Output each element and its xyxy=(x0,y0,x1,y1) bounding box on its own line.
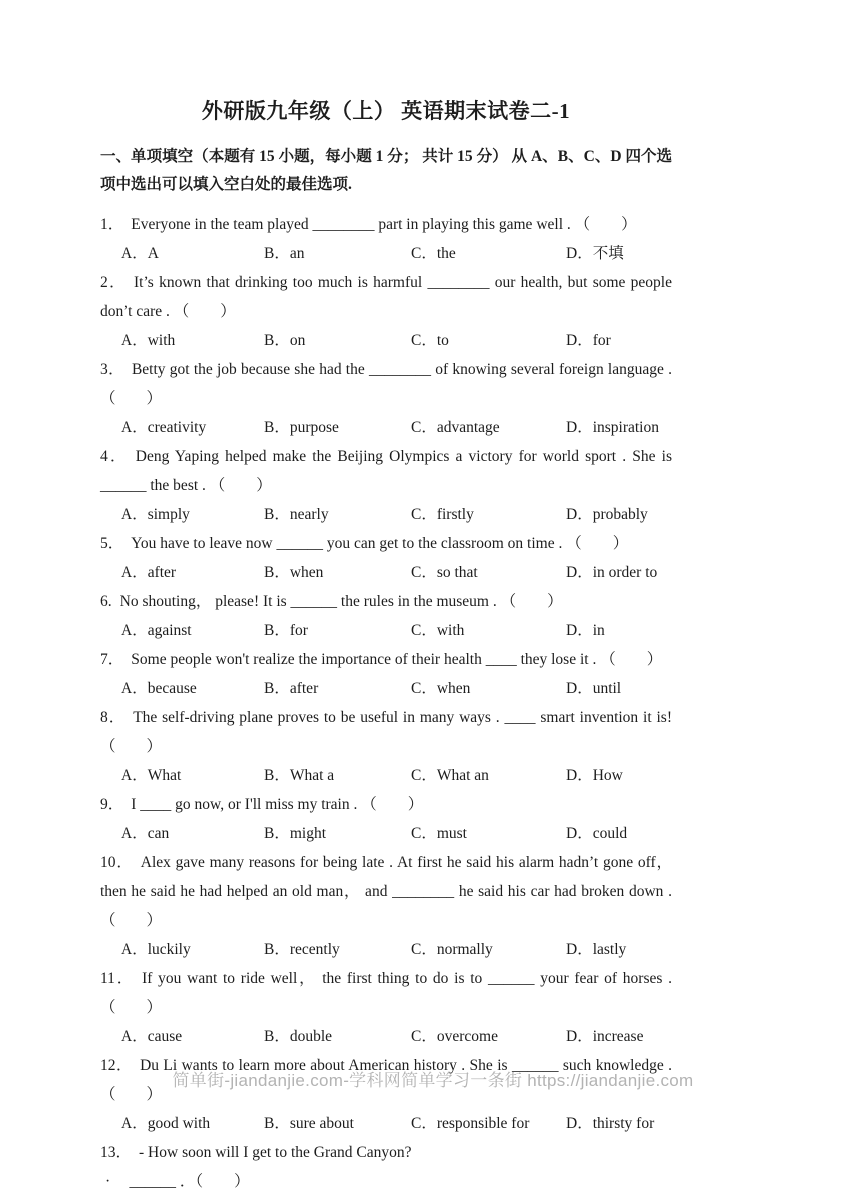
question-number: 9． xyxy=(100,796,124,813)
option-d: D．How xyxy=(566,767,623,784)
option-d: D．in order to xyxy=(566,564,658,581)
option-d: D．inspiration xyxy=(566,419,659,436)
question-item xyxy=(100,442,672,529)
option-c: C．advantage xyxy=(411,419,500,436)
question-line xyxy=(100,529,672,558)
question-answer-line: · ______ ．（ ） xyxy=(105,1173,250,1190)
question-line xyxy=(100,1138,672,1167)
options-row xyxy=(100,500,672,529)
question-item xyxy=(100,964,672,1051)
option-d: D．increase xyxy=(566,1028,644,1045)
question-line xyxy=(100,964,672,1022)
question-item xyxy=(100,210,672,268)
option-a: A．cause xyxy=(121,1028,183,1045)
question-text: Some people won't realize the importance of their health ____ they lose it . （ ） xyxy=(131,651,663,668)
question-text: Deng Yaping helped make the Beijing Olympics a victory for world sport . She is ______ the best . （ ） xyxy=(100,448,672,494)
option-b: B．after xyxy=(264,680,319,697)
options-row xyxy=(100,935,672,964)
option-b: B．recently xyxy=(264,941,340,958)
question-text: No shouting， please! It is ______ the rules in the museum . （ ） xyxy=(119,593,563,610)
option-b: B．nearly xyxy=(264,506,329,523)
question-item xyxy=(100,268,672,355)
question-text: You have to leave now ______ you can get to the classroom on time . （ ） xyxy=(131,535,629,552)
option-c: C．with xyxy=(411,622,465,639)
question-item xyxy=(100,587,672,645)
options-row xyxy=(100,326,672,355)
options-row xyxy=(100,616,672,645)
option-c: C．What an xyxy=(411,767,489,784)
option-d: D．for xyxy=(566,332,611,349)
option-a: A．luckily xyxy=(121,941,191,958)
option-a: A．with xyxy=(121,332,176,349)
question-line xyxy=(100,587,672,616)
question-item xyxy=(100,1051,672,1138)
option-a: A．can xyxy=(121,825,170,842)
option-c: C．the xyxy=(411,245,456,262)
option-a: A．simply xyxy=(121,506,190,523)
option-b: B．might xyxy=(264,825,327,842)
options-row xyxy=(100,1109,672,1138)
question-number: 3． xyxy=(100,361,124,378)
question-text: Alex gave many reasons for being late . At first he said his alarm hadn’t gone off， then he said he had helped an old man， and ________ he said his car had broken down . （ ） xyxy=(100,854,672,929)
question-number: 13． xyxy=(100,1144,132,1161)
question-line xyxy=(100,442,672,500)
option-b: B．for xyxy=(264,622,308,639)
option-d: D．in xyxy=(566,622,605,639)
option-b: B．purpose xyxy=(264,419,339,436)
option-a: A．against xyxy=(121,622,192,639)
option-c: C．must xyxy=(411,825,467,842)
footer-watermark: 简单街-jiandanjie.com-学科网简单学习一条街 https://jiandanjie.com xyxy=(172,1071,694,1090)
option-a: A．after xyxy=(121,564,177,581)
option-b: B．sure about xyxy=(264,1115,354,1132)
question-line xyxy=(100,210,672,239)
page-title: 外研版九年级（上） 英语期末试卷二-1 xyxy=(201,99,571,123)
option-d: D．lastly xyxy=(566,941,627,958)
question-item xyxy=(100,790,672,848)
section-intro: 一、单项填空（本题有 15 小题，每小题 1 分； 共计 15 分） 从 A、B、C、D 四个选项中选出可以填入空白处的最佳选项. xyxy=(100,148,672,193)
question-item xyxy=(100,703,672,790)
question-number: 11． xyxy=(100,970,135,987)
options-row xyxy=(100,674,672,703)
option-b: B．double xyxy=(264,1028,333,1045)
question-line xyxy=(100,268,672,326)
option-b: B．an xyxy=(264,245,305,262)
option-d: D．probably xyxy=(566,506,648,523)
option-c: C．overcome xyxy=(411,1028,498,1045)
question-number: 5． xyxy=(100,535,124,552)
question-item xyxy=(100,645,672,703)
question-text: Du Li wants to learn more about American history . She is ______ such knowledge . （ ） xyxy=(100,1057,672,1103)
option-a: A．creativity xyxy=(121,419,207,436)
options-row xyxy=(100,1022,672,1051)
question-line xyxy=(100,790,672,819)
option-a: A．good with xyxy=(121,1115,211,1132)
question-item xyxy=(100,355,672,442)
question-line xyxy=(100,703,672,761)
question-line xyxy=(100,848,672,935)
options-row xyxy=(100,413,672,442)
question-number: 2． xyxy=(100,274,127,291)
option-b: B．when xyxy=(264,564,324,581)
options-row xyxy=(100,761,672,790)
question-number: 4． xyxy=(100,448,128,465)
question-number: 10． xyxy=(100,854,133,871)
question-number: 8． xyxy=(100,709,126,726)
options-row xyxy=(100,239,672,268)
question-number: 1． xyxy=(100,216,124,233)
question-text: If you want to ride well， the first thing to do is to ______ your fear of horses . （ ） xyxy=(100,970,672,1016)
option-d: D．could xyxy=(566,825,628,842)
question-text: Betty got the job because she had the ________ of knowing several foreign language . （ ） xyxy=(100,361,672,407)
question-list xyxy=(100,210,672,1196)
option-d: D．until xyxy=(566,680,622,697)
question-number: 7． xyxy=(100,651,124,668)
question-line xyxy=(100,355,672,413)
option-c: C．to xyxy=(411,332,449,349)
question-item xyxy=(100,848,672,964)
options-row xyxy=(100,819,672,848)
question-text: - How soon will I get to the Grand Canyon? xyxy=(139,1144,412,1161)
question-text: The self-driving plane proves to be useful in many ways . ____ smart invention it is! （ ） xyxy=(100,709,672,755)
option-c: C．so that xyxy=(411,564,478,581)
question-text: Everyone in the team played ________ part in playing this game well . （ ） xyxy=(131,216,637,233)
option-b: B．What a xyxy=(264,767,335,784)
option-c: C．firstly xyxy=(411,506,474,523)
question-text: I ____ go now, or I'll miss my train . （ ） xyxy=(131,796,424,813)
option-c: C．when xyxy=(411,680,471,697)
option-c: C．responsible for xyxy=(411,1115,530,1132)
question-number: 12． xyxy=(100,1057,133,1074)
options-row xyxy=(100,558,672,587)
option-d: D．thirsty for xyxy=(566,1115,655,1132)
question-item xyxy=(100,529,672,587)
option-a: A．because xyxy=(121,680,197,697)
option-a: A．A xyxy=(121,245,159,262)
option-d: D．不填 xyxy=(566,245,624,262)
question-text: It’s known that drinking too much is harmful ________ our health, but some people don’t care . （ ） xyxy=(100,274,672,320)
option-b: B．on xyxy=(264,332,306,349)
option-a: A．What xyxy=(121,767,182,784)
question-item xyxy=(100,1138,672,1196)
option-c: C．normally xyxy=(411,941,493,958)
question-line xyxy=(100,645,672,674)
question-number: 6. xyxy=(100,593,112,610)
